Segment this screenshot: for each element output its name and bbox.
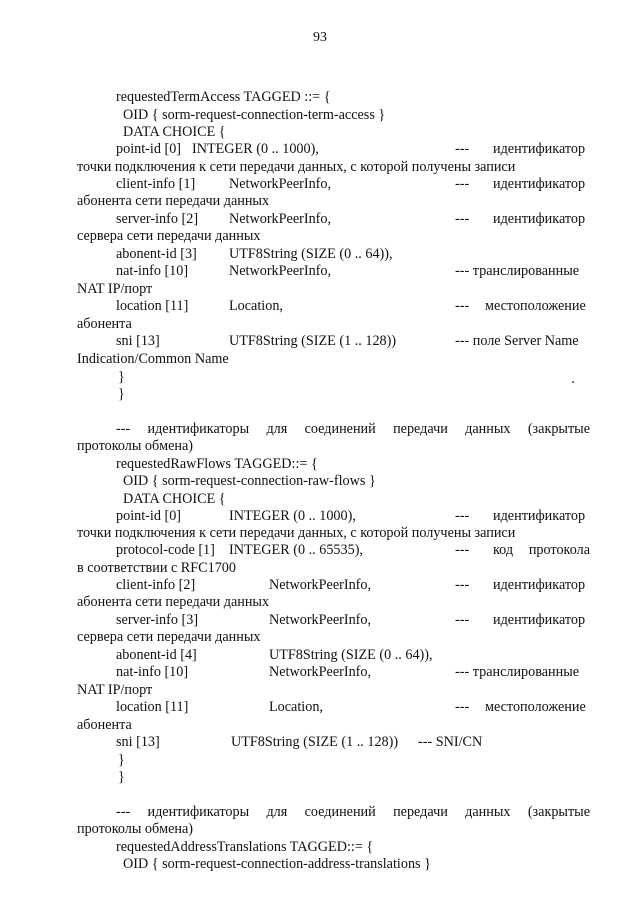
field-name: location [11] [116, 699, 189, 715]
asn-definition-header: requestedAddressTranslations TAGGED::= { [116, 839, 374, 855]
code-line [0, 455, 640, 473]
field-name: nat-info [10] [116, 263, 189, 279]
comment-dashes: --- [455, 298, 470, 314]
field-comment: идентификатор [493, 211, 586, 227]
comment-continuation: NAT IP/порт [77, 682, 153, 698]
comment-paragraph: --- идентификаторы для соединений передачи данных (закрытые [116, 804, 590, 820]
field-name: client-info [1] [116, 176, 196, 192]
comment-continuation: точки подключения к сети передачи данных, с которой получены записи [77, 159, 516, 175]
field-type: UTF8String (SIZE (1 .. 128)) [231, 734, 399, 750]
comment-dashes: --- [455, 699, 470, 715]
field-line [0, 576, 640, 594]
field-comment: идентификатор [493, 612, 586, 628]
field-type: NetworkPeerInfo, [269, 664, 372, 680]
field-name: point-id [0] [116, 141, 182, 157]
asn-definition-header: requestedTermAccess TAGGED ::= { [116, 89, 331, 105]
field-comment: идентификатор [493, 141, 586, 157]
field-line [0, 262, 640, 280]
field-name: nat-info [10] [116, 664, 189, 680]
field-comment: идентификатор [493, 176, 586, 192]
data-choice-line: DATA CHOICE { [123, 491, 226, 507]
comment-dashes: --- [455, 508, 470, 524]
comment-continuation: абонента сети передачи данных [77, 193, 270, 209]
field-line [0, 663, 640, 681]
comment-continuation: в соответствии с RFC1700 [77, 560, 236, 576]
field-comment: местоположение [485, 699, 586, 715]
comment-continuation: сервера сети передачи данных [77, 629, 261, 645]
field-type: NetworkPeerInfo, [269, 612, 372, 628]
field-comment: --- транслированные [455, 664, 580, 680]
comment-dashes: --- [455, 141, 470, 157]
field-line [0, 297, 640, 315]
code-line [0, 838, 640, 856]
field-type: UTF8String (SIZE (0 .. 64)), [229, 246, 393, 262]
field-name: protocol-code [1] [116, 542, 215, 558]
code-line [0, 490, 640, 508]
code-line [0, 106, 640, 124]
comment-continuation: абонента сети передачи данных [77, 594, 270, 610]
field-name: server-info [3] [116, 612, 199, 628]
field-name: location [11] [116, 298, 189, 314]
comment-dashes: --- [455, 612, 470, 628]
field-name: client-info [2] [116, 577, 196, 593]
comment-dashes: --- [455, 211, 470, 227]
field-name: server-info [2] [116, 211, 199, 227]
field-type: INTEGER (0 .. 1000), [192, 141, 319, 157]
code-line [0, 368, 640, 386]
code-line [0, 88, 640, 106]
data-choice-line: DATA CHOICE { [123, 124, 226, 140]
field-name: point-id [0] [116, 508, 182, 524]
field-line [0, 733, 640, 751]
field-name: abonent-id [3] [116, 246, 197, 262]
field-comment: код протокола [493, 542, 590, 558]
field-line [0, 332, 640, 350]
field-name: abonent-id [4] [116, 647, 197, 663]
comment-dashes: --- [455, 176, 470, 192]
field-name: sni [13] [116, 734, 160, 750]
field-type: NetworkPeerInfo, [269, 577, 372, 593]
field-line [0, 646, 640, 664]
field-comment: --- транслированные [455, 263, 580, 279]
closing-brace: } [118, 386, 125, 402]
code-line [0, 751, 640, 769]
comment-continuation: NAT IP/порт [77, 281, 153, 297]
comment-dashes: --- [455, 542, 470, 558]
closing-brace: } [118, 769, 125, 785]
field-line [0, 611, 640, 629]
oid-line: OID { sorm-request-connection-address-translations } [123, 856, 431, 872]
field-line [0, 140, 640, 158]
oid-line: OID { sorm-request-connection-raw-flows } [123, 473, 376, 489]
field-comment: идентификатор [493, 577, 586, 593]
code-line [0, 768, 640, 786]
asn-definition-header: requestedRawFlows TAGGED::= { [116, 456, 318, 472]
field-type: UTF8String (SIZE (0 .. 64)), [269, 647, 433, 663]
comment-continuation: протоколы обмена) [77, 438, 193, 454]
field-line [0, 175, 640, 193]
code-line [0, 472, 640, 490]
field-type: UTF8String (SIZE (1 .. 128)) [229, 333, 397, 349]
code-line [0, 385, 640, 403]
comment-continuation: Indication/Common Name [77, 351, 229, 367]
field-type: INTEGER (0 .. 65535), [229, 542, 363, 558]
field-type: NetworkPeerInfo, [229, 176, 332, 192]
comment-continuation: протоколы обмена) [77, 821, 193, 837]
field-comment: местоположение [485, 298, 586, 314]
comment-dashes: --- [455, 577, 470, 593]
field-line [0, 541, 640, 559]
comment-continuation: абонента [77, 717, 132, 733]
field-type: Location, [269, 699, 323, 715]
field-comment: --- SNI/CN [418, 734, 483, 750]
closing-brace: } [118, 752, 125, 768]
comment-paragraph: --- идентификаторы для соединений передачи данных (закрытые [116, 421, 590, 437]
field-line [0, 698, 640, 716]
comment-continuation: абонента [77, 316, 132, 332]
field-comment: идентификатор [493, 508, 586, 524]
field-line [0, 210, 640, 228]
page-number: 93 [313, 30, 327, 45]
field-line [0, 507, 640, 525]
field-type: NetworkPeerInfo, [229, 263, 332, 279]
closing-brace: } [118, 369, 125, 385]
field-line [0, 245, 640, 263]
code-line [0, 123, 640, 141]
code-line [0, 855, 640, 873]
field-type: NetworkPeerInfo, [229, 211, 332, 227]
field-type: INTEGER (0 .. 1000), [229, 508, 356, 524]
comment-continuation: точки подключения к сети передачи данных, с которой получены записи [77, 525, 516, 541]
comment-continuation: сервера сети передачи данных [77, 228, 261, 244]
field-type: Location, [229, 298, 283, 314]
scan-speck [572, 381, 574, 383]
field-comment: --- поле Server Name [455, 333, 579, 349]
field-name: sni [13] [116, 333, 160, 349]
oid-line: OID { sorm-request-connection-term-access } [123, 107, 386, 123]
